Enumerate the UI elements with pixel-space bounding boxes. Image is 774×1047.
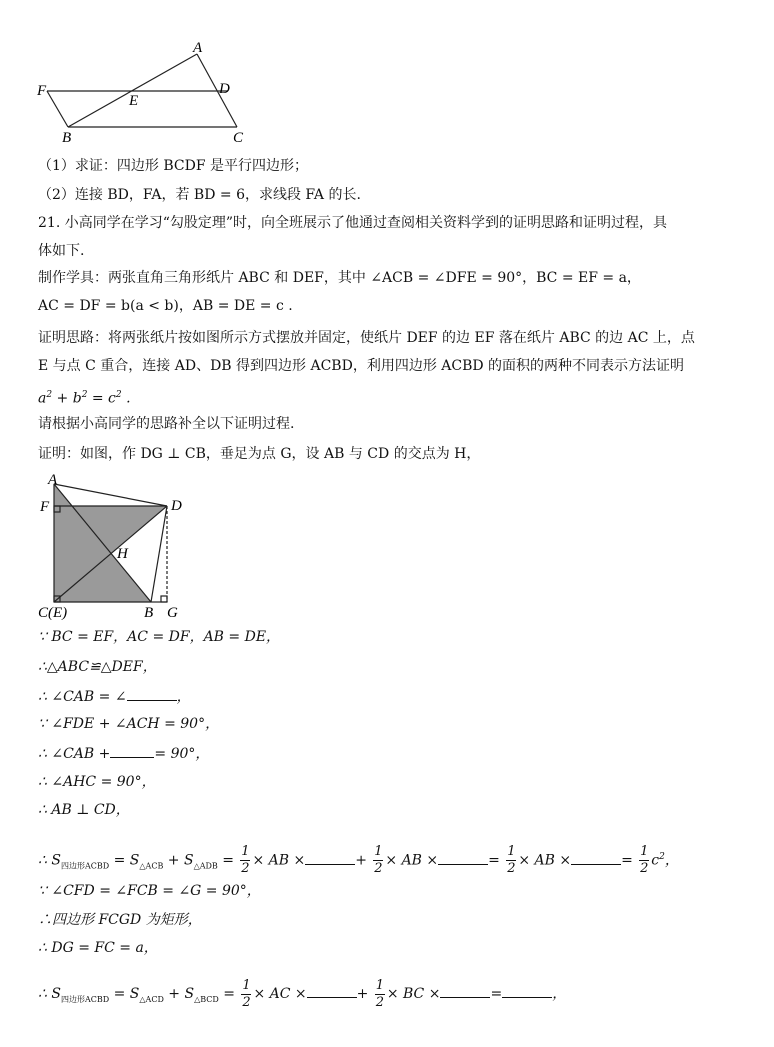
term-b: + b <box>52 390 82 407</box>
question-part-2: （2）连接 BD，FA，若 BD = 6，求线段 FA 的长. <box>38 187 361 203</box>
step-10: ∴四边形 FCGD 为矩形， <box>38 912 202 928</box>
answer-blank-3[interactable] <box>305 850 355 865</box>
step-1: ∵ BC = EF，AC = DF，AB = DE， <box>38 629 281 645</box>
denominator: 2 <box>507 861 516 877</box>
plus: + S <box>163 986 195 1002</box>
fraction-half <box>373 845 383 876</box>
exp-2: 2 <box>81 390 88 400</box>
plus: + <box>356 986 369 1002</box>
step-5 <box>38 743 209 764</box>
denominator: 2 <box>374 861 383 877</box>
label-F: F <box>37 83 47 99</box>
figure-pythagoras-proof <box>30 470 200 620</box>
label-A: A <box>193 40 203 56</box>
eq: = <box>621 852 633 869</box>
exp: 2 <box>659 852 665 862</box>
tools-line-1: 制作学具：两张直角三角形纸片 ABC 和 DEF，其中 ∠ACB = ∠DFE = 90°，BC = EF = a， <box>38 270 641 286</box>
segment-FB <box>47 91 68 127</box>
answer-blank-8[interactable] <box>502 983 552 998</box>
answer-blank-5[interactable] <box>571 850 621 865</box>
plus: + <box>355 852 367 869</box>
subscript-acb: △ACB <box>139 861 164 871</box>
step-12-area-formula <box>38 977 566 1017</box>
fraction-half <box>375 979 385 1010</box>
subscript-adb: △ADB <box>193 861 218 871</box>
step-7: ∴ AB ⊥ CD， <box>38 802 130 818</box>
answer-blank-6[interactable] <box>307 983 357 998</box>
figure-parallelogram <box>30 38 260 148</box>
numerator: 1 <box>375 977 384 993</box>
question-part-1: （1）求证：四边形 BCDF 是平行四边形； <box>38 158 309 174</box>
step-5-end: = 90°， <box>154 746 210 762</box>
term-c: = c <box>87 390 116 407</box>
answer-blank-1[interactable] <box>127 686 177 701</box>
term: × BC × <box>386 986 441 1002</box>
label-F: F <box>40 499 50 515</box>
label-D: D <box>171 498 182 514</box>
instruction: 请根据小高同学的思路补全以下证明过程. <box>38 416 295 432</box>
fraction-half <box>639 845 649 876</box>
question-21-line-1: 21. 小高同学在学习“勾股定理”时，向全班展示了他通过查阅相关资料学到的证明思路和证明过程，具 <box>38 215 668 231</box>
idea-line-1: 证明思路：将两张纸片按如图所示方式摆放并固定，使纸片 DEF 的边 EF 落在纸片 ABC 的边 AC 上，点 <box>38 330 695 346</box>
exp-3: 2 <box>115 390 122 400</box>
answer-blank-4[interactable] <box>438 850 488 865</box>
label-C: C <box>233 130 244 146</box>
step-8-area-formula <box>38 840 679 883</box>
numerator: 1 <box>507 844 516 860</box>
eq2: = <box>218 986 240 1002</box>
denominator: 2 <box>640 861 649 877</box>
fraction-half <box>240 845 250 876</box>
denominator: 2 <box>241 861 250 877</box>
fraction-half <box>241 979 251 1010</box>
subscript-quad: 四边形ACBD <box>60 861 110 871</box>
area-symbol: ∴ S <box>38 986 61 1002</box>
denominator: 2 <box>375 994 384 1010</box>
numerator: 1 <box>241 844 250 860</box>
label-B: B <box>144 605 154 620</box>
term: × AC × <box>253 986 307 1002</box>
tools-line-2: AC = DF = b(a < b)，AB = DE = c . <box>38 298 293 314</box>
exp-1: 2 <box>46 390 53 400</box>
label-E: E <box>129 93 139 109</box>
eq: = S <box>109 852 140 869</box>
label-B: B <box>62 130 72 146</box>
c: c <box>651 852 660 869</box>
numerator: 1 <box>640 844 649 860</box>
step-3-end: ， <box>176 689 191 705</box>
label-G: G <box>167 605 178 620</box>
step-11: ∴ DG = FC = a， <box>38 940 158 956</box>
denominator: 2 <box>242 994 251 1010</box>
question-21-line-2: 体如下. <box>38 243 85 259</box>
eq: = S <box>109 986 140 1002</box>
eq: = <box>488 852 500 869</box>
label-H: H <box>117 546 128 562</box>
eq2: = <box>217 852 239 869</box>
term: × AB × <box>518 852 572 869</box>
step-4: ∵ ∠FDE + ∠ACH = 90°， <box>38 716 220 732</box>
answer-blank-7[interactable] <box>440 983 490 998</box>
proof-intro: 证明：如图，作 DG ⊥ CB，垂足为点 G，设 AB 与 CD 的交点为 H， <box>38 446 481 462</box>
answer-blank-2[interactable] <box>110 743 154 758</box>
plus: + S <box>163 852 194 869</box>
step-3-text: ∴ ∠CAB = ∠ <box>38 689 127 705</box>
label-CE: C(E) <box>38 605 68 620</box>
idea-line-2: E 与点 C 重合，连接 AD、DB 得到四边形 ACBD，利用四边形 ACBD 的面积的两种不同表示方法证明 <box>38 358 685 374</box>
numerator: 1 <box>242 977 251 993</box>
subscript-quad: 四边形ACBD <box>60 994 110 1004</box>
term-tail: . <box>121 390 131 407</box>
term: × AB × <box>252 852 306 869</box>
fraction-half <box>506 845 516 876</box>
step-9: ∵ ∠CFD = ∠FCB = ∠G = 90°， <box>38 883 261 899</box>
step-2: ∴△ABC≌△DEF， <box>38 659 157 675</box>
subscript-acd: △ACD <box>139 994 164 1004</box>
term: × AB × <box>385 852 439 869</box>
area-symbol: ∴ S <box>38 852 61 869</box>
subscript-bcd: △BCD <box>194 994 219 1004</box>
numerator: 1 <box>374 844 383 860</box>
end: ， <box>664 852 679 869</box>
eq: = <box>490 986 503 1002</box>
idea-line-3 <box>38 385 131 409</box>
end: ， <box>552 986 567 1002</box>
step-6: ∴ ∠AHC = 90°， <box>38 774 156 790</box>
step-3 <box>38 686 191 707</box>
step-5-text: ∴ ∠CAB + <box>38 746 111 762</box>
label-D: D <box>219 81 230 97</box>
term-a: a <box>38 390 47 407</box>
label-A: A <box>48 472 58 488</box>
